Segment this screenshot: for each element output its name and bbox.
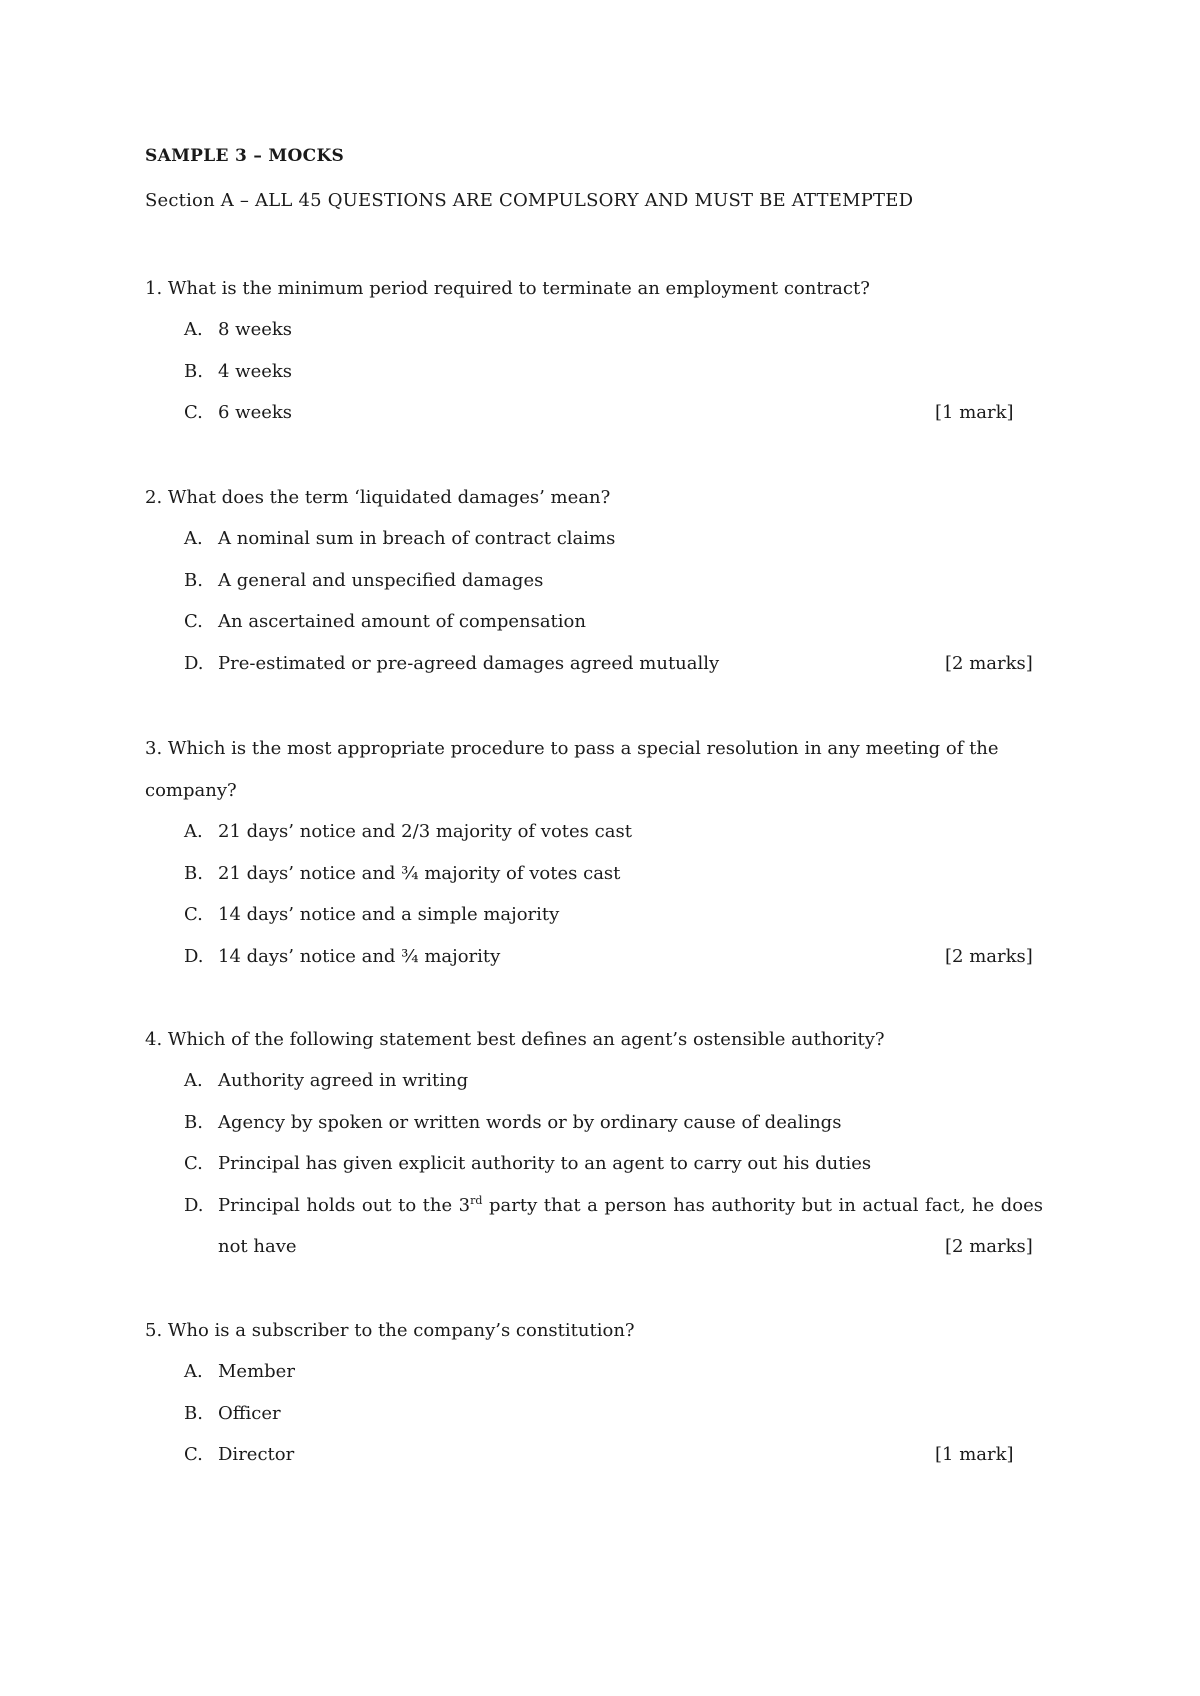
section-heading: Section A – ALL 45 QUESTIONS ARE COMPULSORY AND MUST BE ATTEMPTED bbox=[145, 190, 914, 211]
option-a bbox=[145, 309, 1065, 351]
option-a bbox=[145, 811, 1065, 853]
option-b bbox=[145, 351, 1065, 393]
option-letter: B. bbox=[184, 360, 203, 382]
option-letter: A. bbox=[184, 528, 203, 549]
marks-label: [1 mark] bbox=[935, 1444, 1014, 1465]
option-c bbox=[145, 601, 1065, 643]
option-b bbox=[145, 560, 1065, 602]
option-letter: C. bbox=[184, 1153, 203, 1174]
option-letter: A. bbox=[184, 319, 203, 340]
option-text: 21 days’ notice and 2/3 majority of votes cast bbox=[218, 821, 632, 842]
question-text: 3. Which is the most appropriate procedure to pass a special resolution in any meeting of the company? bbox=[145, 738, 999, 801]
option-text: Officer bbox=[218, 1402, 281, 1424]
option-d bbox=[145, 643, 1065, 685]
option-text: 4 weeks bbox=[218, 360, 293, 382]
option-letter: A. bbox=[184, 1361, 203, 1382]
option-letter: B. bbox=[184, 1111, 203, 1133]
option-a bbox=[145, 518, 1065, 560]
question-4 bbox=[145, 1019, 1065, 1268]
option-letter: B. bbox=[184, 862, 203, 884]
option-letter: C. bbox=[184, 1444, 203, 1465]
option-text: Pre-estimated or pre-agreed damages agreed mutually bbox=[218, 652, 720, 674]
question-5 bbox=[145, 1310, 1065, 1476]
option-text: 14 days’ notice and a simple majority bbox=[218, 904, 560, 925]
option-a bbox=[145, 1351, 1065, 1393]
option-text: Principal holds out to the 3rd party that a person has authority but in actual fact, he does not have bbox=[218, 1193, 1043, 1257]
option-letter: D. bbox=[184, 945, 204, 967]
option-list bbox=[145, 1060, 1065, 1268]
option-c bbox=[145, 894, 1065, 936]
option-text: An ascertained amount of compensation bbox=[218, 611, 586, 632]
option-text: 14 days’ notice and ¾ majority bbox=[218, 945, 501, 967]
option-letter: B. bbox=[184, 1402, 203, 1424]
question-text: 4. Which of the following statement best defines an agent’s ostensible authority? bbox=[145, 1029, 885, 1050]
ordinal-superscript: rd bbox=[470, 1193, 483, 1207]
option-letter: A. bbox=[184, 821, 203, 842]
option-letter: A. bbox=[184, 1070, 203, 1091]
option-text: A general and unspecified damages bbox=[218, 569, 544, 591]
option-text: Authority agreed in writing bbox=[218, 1070, 469, 1091]
option-list bbox=[145, 811, 1065, 977]
option-letter: D. bbox=[184, 1194, 204, 1216]
option-text: 6 weeks bbox=[218, 402, 293, 423]
question-2 bbox=[145, 477, 1065, 684]
option-list bbox=[145, 1351, 1065, 1476]
question-1 bbox=[145, 268, 1065, 434]
option-letter: C. bbox=[184, 611, 203, 632]
option-d bbox=[145, 936, 1065, 978]
option-letter: C. bbox=[184, 904, 203, 925]
option-text: 21 days’ notice and ¾ majority of votes cast bbox=[218, 862, 621, 884]
question-text: 1. What is the minimum period required to terminate an employment contract? bbox=[145, 278, 870, 299]
option-c bbox=[145, 1143, 1065, 1185]
question-text: 2. What does the term ‘liquidated damages’ mean? bbox=[145, 487, 611, 508]
option-b bbox=[145, 853, 1065, 895]
option-text: 8 weeks bbox=[218, 319, 293, 340]
option-c bbox=[145, 1434, 1065, 1476]
option-list bbox=[145, 518, 1065, 684]
option-b bbox=[145, 1393, 1065, 1435]
marks-label: [2 marks] bbox=[945, 652, 1033, 674]
marks-label: [2 marks] bbox=[945, 1236, 1033, 1257]
option-letter: C. bbox=[184, 402, 203, 423]
question-3 bbox=[145, 728, 1065, 977]
option-text: A nominal sum in breach of contract claims bbox=[218, 528, 616, 549]
option-a bbox=[145, 1060, 1065, 1102]
option-text: Agency by spoken or written words or by ordinary cause of dealings bbox=[218, 1111, 842, 1133]
option-d bbox=[145, 1185, 1065, 1268]
option-letter: B. bbox=[184, 569, 203, 591]
option-text: Director bbox=[218, 1444, 295, 1465]
option-text: Member bbox=[218, 1361, 295, 1382]
option-b bbox=[145, 1102, 1065, 1144]
question-text: 5. Who is a subscriber to the company’s constitution? bbox=[145, 1320, 635, 1341]
option-text: Principal has given explicit authority to an agent to carry out his duties bbox=[218, 1153, 872, 1174]
marks-label: [2 marks] bbox=[945, 945, 1033, 967]
option-c bbox=[145, 392, 1065, 434]
marks-label: [1 mark] bbox=[935, 402, 1014, 423]
document-title: SAMPLE 3 – MOCKS bbox=[145, 146, 345, 166]
option-list bbox=[145, 309, 1065, 434]
option-letter: D. bbox=[184, 652, 204, 674]
